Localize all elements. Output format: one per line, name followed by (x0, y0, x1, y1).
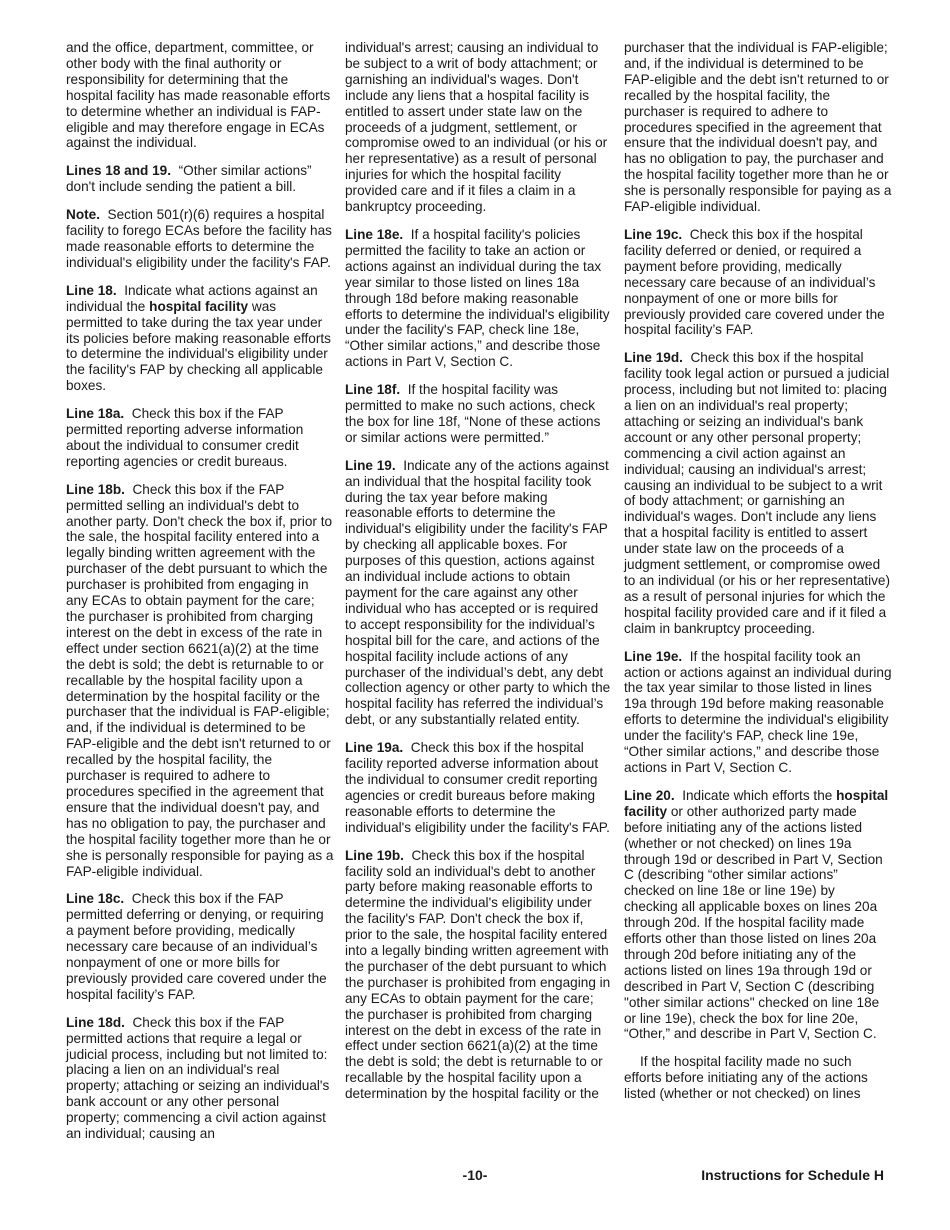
paragraph-text: Indicate what actions against an individual the (66, 282, 318, 314)
line-label: Line 20. (624, 787, 675, 803)
paragraph-text: If the hospital facility made no such efforts before initiating any of the actions listed (whether or not checked) on lines (624, 1054, 868, 1102)
line-label: Lines 18 and 19. (66, 163, 172, 179)
paragraph (624, 40, 892, 215)
bold-term: hospital facility (149, 298, 249, 314)
line-label: Line 18d. (66, 1014, 125, 1030)
paragraph-text: Check this box if the hospital facility reported adverse information about the individual to consumer credit reporting agencies or credit bureaus before making reasonable efforts to determine the individual's eligibility under the facility's FAP. (345, 740, 610, 835)
line-label: Line 18. (66, 282, 117, 298)
page-number: -10- (462, 1167, 488, 1183)
paragraph (345, 382, 613, 446)
paragraph (624, 649, 892, 776)
paragraph-text: Indicate which efforts the (682, 787, 833, 803)
document-title: Instructions for Schedule H (701, 1167, 884, 1183)
paragraph-text: Section 501(r)(6) requires a hospital facility to forego ECAs before the facility has made reasonable efforts to determine the individual's eligibility under the facility's FAP. (66, 207, 332, 270)
paragraph-text: Check this box if the hospital facility took legal action or pursued a judicial process, including but not limited to: placing a lien on an individual's real property; attaching or seizing an individual's bank account or any other personal property; commencing a civil action against an individual; causing an individual's arrest; causing an individual to be subject to a writ of body attachment; or garnishing an individual's wages. Don't include any liens that a hospital facility is entitled to assert under state law on the proceeds of a judgment settlement, or compromise owed to an individual (or his or her representative) as a result of personal injuries for which the hospital facility provided care and if it filed a claim in bankruptcy proceeding. (624, 350, 890, 636)
paragraph-text: or other authorized party made before initiating any of the actions listed (whether or not checked) on lines 19a through 19d or described in Part V, Section C (describing “other similar actions” checked on line 18e or line 19e) by checking all applicable boxes on lines 20a through 20d. If the hospital facility made efforts other than those listed on lines 20a through 20d before initiating any of the actions listed on lines 19a through 19d or described in Part V, Section C (describing "other similar actions" checked on line 18e or line 19e), check the box for line 20e, “Other,” and describe in Part V, Section C. (624, 803, 883, 1042)
paragraph-text: If the hospital facility took an action or actions against an individual during the tax year similar to those listed in lines 19a through 19d before making reasonable efforts to determine the individual's eligibility under the facility's FAP, check line 19e, “Other similar actions,” and describe those actions in Part V, Section C. (624, 648, 892, 775)
line-label: Line 19d. (624, 350, 683, 366)
paragraph-text: “Other similar actions” don't include sending the patient a bill. (66, 163, 312, 195)
paragraph-text: Check this box if the hospital facility deferred or denied, or required a payment before providing, medically necessary care because of an individual’s nonpayment of one or more bills for previously provided care covered under the hospital facility’s FAP. (624, 226, 885, 338)
paragraph (66, 40, 334, 151)
paragraph (624, 350, 892, 636)
paragraph-text: Indicate any of the actions against an individual that the hospital facility took during the tax year before making reasonable efforts to determine the individual's eligibility under the facility's FAP by checking all applicable boxes. For purposes of this question, actions against an individual include actions to obtain payment for the care against any other individual who has accepted or is required to accept responsibility for the individual’s hospital bill for the care, and actions of the hospital facility include actions of any purchaser of the individual’s debt, any debt collection agency or other party to which the hospital facility has referred the individual’s debt, or any substantially related entity. (345, 457, 611, 728)
paragraph (624, 788, 892, 1043)
paragraph (66, 283, 334, 394)
text-column-middle (345, 40, 613, 1114)
paragraph-text: If a hospital facility's policies permitted the facility to take an action or actions against an individual during the tax year similar to those listed on lines 18a through 18d before making reasonable efforts to determine the individual's eligibility under the facility's FAP, check line 18e, “Other similar actions,” and describe those actions in Part V, Section C. (345, 226, 610, 370)
text-column-right (624, 40, 892, 1114)
line-label: Line 19. (345, 457, 396, 473)
text-column-left (66, 40, 334, 1154)
paragraph (66, 207, 334, 271)
paragraph-text: and the office, department, committee, or other body with the final authority or responsibility for determining that the hospital facility has made reasonable efforts to determine whether an individual is FAP-eligible and may therefore engage in ECAs against the individual. (66, 40, 331, 151)
paragraph (66, 163, 334, 195)
paragraph-text: If the hospital facility was permitted to make no such actions, check the box for line 18f, “None of these actions or similar actions were permitted.” (345, 382, 601, 445)
paragraph (66, 1015, 334, 1142)
paragraph (345, 227, 613, 370)
paragraph (345, 40, 613, 215)
line-label: Line 18e. (345, 226, 404, 242)
paragraph (624, 227, 892, 338)
line-label: Line 18c. (66, 891, 125, 907)
paragraph-text: Check this box if the FAP permitted actions that require a legal or judicial process, including but not limited to: placing a lien on an individual's real property; attaching or seizing an individual's bank account or any other personal property; commencing a civil action against an individual; causing an (66, 1014, 330, 1142)
paragraph-text: individual's arrest; causing an individual to be subject to a writ of body attachment; or garnishing an individual's wages. Don't include any liens that a hospital facility is entitled to assert under state law on the proceeds of a judgment, settlement, or compromise owed to an individual (or his or her representative) as a result of personal injuries for which the hospital facility provided care and if it files a claim in a bankruptcy proceeding. (345, 40, 608, 215)
paragraph-text: Check this box if the hospital facility sold an individual's debt to another party before making reasonable efforts to determine the individual's eligibility under the facility's FAP. Don't check the box if, prior to the sale, the hospital facility entered into a legally binding written agreement with the purchaser of the debt pursuant to which the purchaser is prohibited from engaging in any ECAs to obtain payment for the care; the purchaser is prohibited from charging interest on the debt in excess of the rate in effect under section 6621(a)(2) at the time the debt is sold; the debt is returnable to or recallable by the hospital facility upon a determination by the hospital facility or the (345, 847, 611, 1102)
paragraph-text: Check this box if the FAP permitted selling an individual's debt to another party. Don't check the box if, prior to the sale, the hospital facility entered into a legally binding written agreement with the purchaser of the debt pursuant to which the purchaser is prohibited from engaging in any ECAs to obtain payment for the care; the purchaser is prohibited from charging interest on the debt in excess of the rate in effect under section 6621(a)(2) at the time the debt is sold; the debt is returnable to or recallable by the hospital facility upon a determination by the hospital facility or the purchaser that the individual is FAP-eligible; and, if the individual is determined to be FAP-eligible and the debt isn't returned to or recalled by the hospital facility, the purchaser is required to adhere to procedures specified in the agreement that ensure that the individual doesn't pay, and has no obligation to pay, the purchaser and the hospital facility together more than he or she is personally responsible for paying as a FAP-eligible individual. (66, 481, 334, 879)
paragraph (66, 891, 334, 1002)
page-footer (0, 1167, 950, 1187)
paragraph-text: Check this box if the FAP permitted deferring or denying, or requiring a payment before providing, medically necessary care because of an individual’s nonpayment of one or more bills for previously provided care covered under the hospital facility’s FAP. (66, 891, 327, 1002)
paragraph (345, 458, 613, 728)
paragraph (345, 848, 613, 1103)
line-label: Line 19e. (624, 648, 683, 664)
paragraph-text: was permitted to take during the tax year under its policies before making reasonable efforts to determine the individual's eligibility under the facility's FAP by checking all applicable boxes. (66, 298, 331, 394)
bold-term: hospital facility (624, 787, 889, 819)
paragraph-text: Check this box if the FAP permitted reporting adverse information about the individual to consumer credit reporting agencies or credit bureaus. (66, 406, 304, 469)
paragraph (624, 1054, 892, 1102)
line-label: Line 19a. (345, 740, 404, 756)
line-label: Line 18a. (66, 406, 125, 422)
line-label: Note. (66, 207, 100, 223)
paragraph (345, 740, 613, 835)
line-label: Line 18b. (66, 481, 125, 497)
paragraph (66, 406, 334, 470)
line-label: Line 19c. (624, 226, 683, 242)
paragraph-text: purchaser that the individual is FAP-eligible; and, if the individual is determined to be FAP-eligible and the debt isn't returned to or recalled by the hospital facility, the purchaser is required to adhere to procedures specified in the agreement that ensure that the individual doesn't pay, and has no obligation to pay, the purchaser and the hospital facility together more than he or she is personally responsible for paying as a FAP-eligible individual. (624, 40, 892, 215)
line-label: Line 18f. (345, 382, 401, 398)
paragraph (66, 482, 334, 880)
line-label: Line 19b. (345, 847, 404, 863)
